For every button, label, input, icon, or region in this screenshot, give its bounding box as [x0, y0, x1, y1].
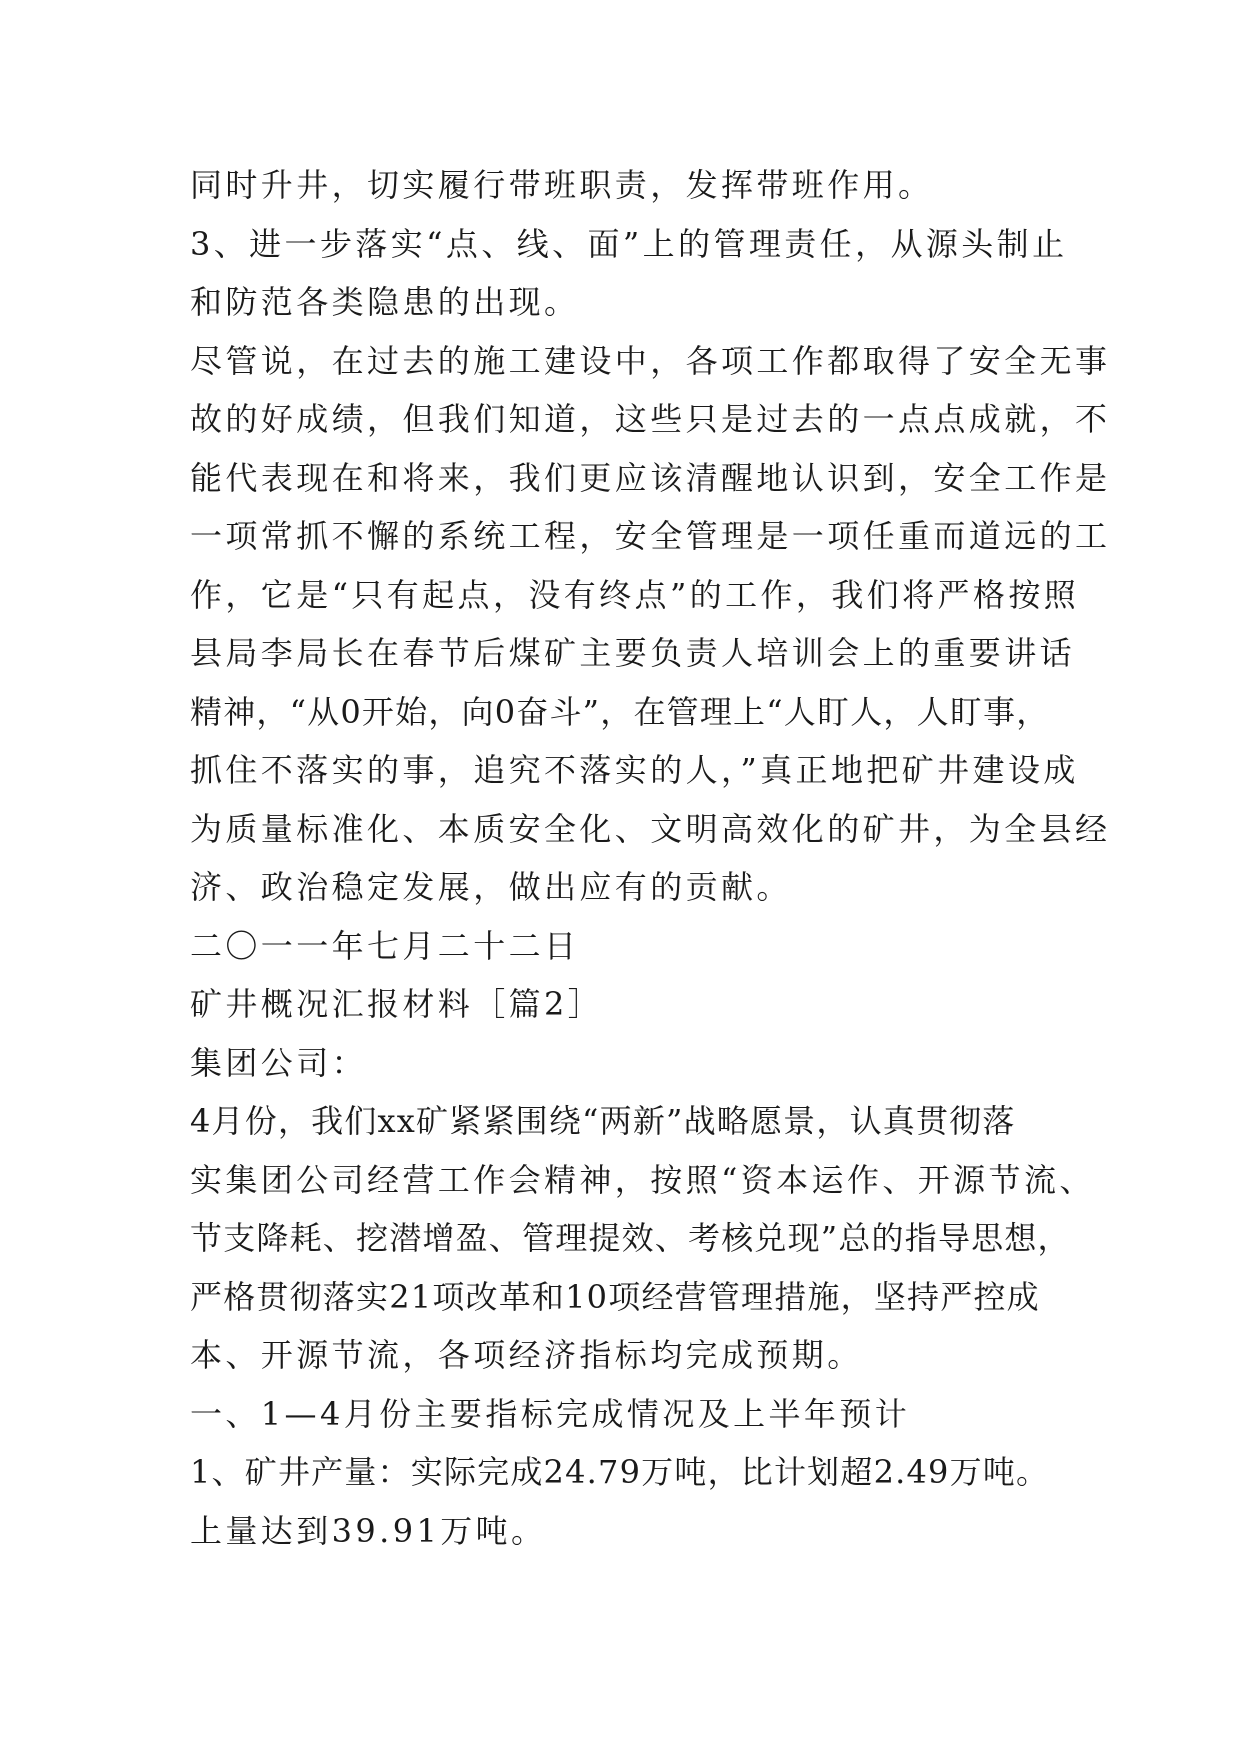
- text-line: 为质量标准化、本质安全化、文明高效化的矿井，为全县经: [190, 809, 1111, 848]
- salutation: 集团公司：: [190, 1043, 368, 1082]
- text-line: 和防范各类隐患的出现。: [190, 283, 580, 321]
- text-line: 抓住不落实的事，追究不落实的人，”真正地把矿井建设成: [190, 751, 1079, 789]
- text-line: 1、矿井产量：实际完成24.79万吨，比计划超2.49万吨。: [190, 1453, 1050, 1491]
- text-line: 3、进一步落实“点、线、面”上的管理责任，从源头制止: [190, 224, 1068, 263]
- text-line: 严格贯彻落实21项改革和10项经营管理措施，坚持严控成: [190, 1277, 1040, 1316]
- text-line: 节支降耗、挖潜增盈、管理提效、考核兑现”总的指导思想，: [190, 1219, 1071, 1257]
- text-line: 济、政治稳定发展，做出应有的贡献。: [190, 868, 792, 906]
- text-line: 县局李局长在春节后煤矿主要负责人培训会上的重要讲话: [190, 634, 1076, 672]
- text-line: 实集团公司经营工作会精神，按照“资本运作、开源节流、: [190, 1160, 1095, 1199]
- text-line: 精神，“从0开始，向0奋斗”，在管理上“人盯人，人盯事，: [190, 692, 1050, 731]
- document-body: [190, 156, 1111, 1560]
- subsection-heading: 一、1—4月份主要指标完成情况及上半年预计: [190, 1394, 911, 1433]
- text-line: 本、开源节流，各项经济指标均完成预期。: [190, 1336, 863, 1374]
- text-line: 尽管说，在过去的施工建设中，各项工作都取得了安全无事: [190, 341, 1111, 380]
- text-line: 作，它是“只有起点，没有终点”的工作，我们将严格按照: [190, 575, 1080, 614]
- section-title: 矿井概况汇报材料［篇2］: [190, 985, 604, 1023]
- text-line: 4月份，我们xx矿紧紧围绕“两新”战略愿景，认真贯彻落: [190, 1102, 1016, 1140]
- text-line: 一项常抓不懈的系统工程，安全管理是一项任重而道远的工: [190, 517, 1111, 555]
- text-line: 能代表现在和将来，我们更应该清醒地认识到，安全工作是: [190, 458, 1111, 497]
- text-line: 同时升井，切实履行带班职责，发挥带班作用。: [190, 166, 934, 204]
- text-line: 故的好成绩，但我们知道，这些只是过去的一点点成就，不: [190, 400, 1111, 438]
- text-line: 上量达到39.91万吨。: [190, 1511, 547, 1550]
- date-line: 二〇一一年七月二十二日: [190, 926, 580, 965]
